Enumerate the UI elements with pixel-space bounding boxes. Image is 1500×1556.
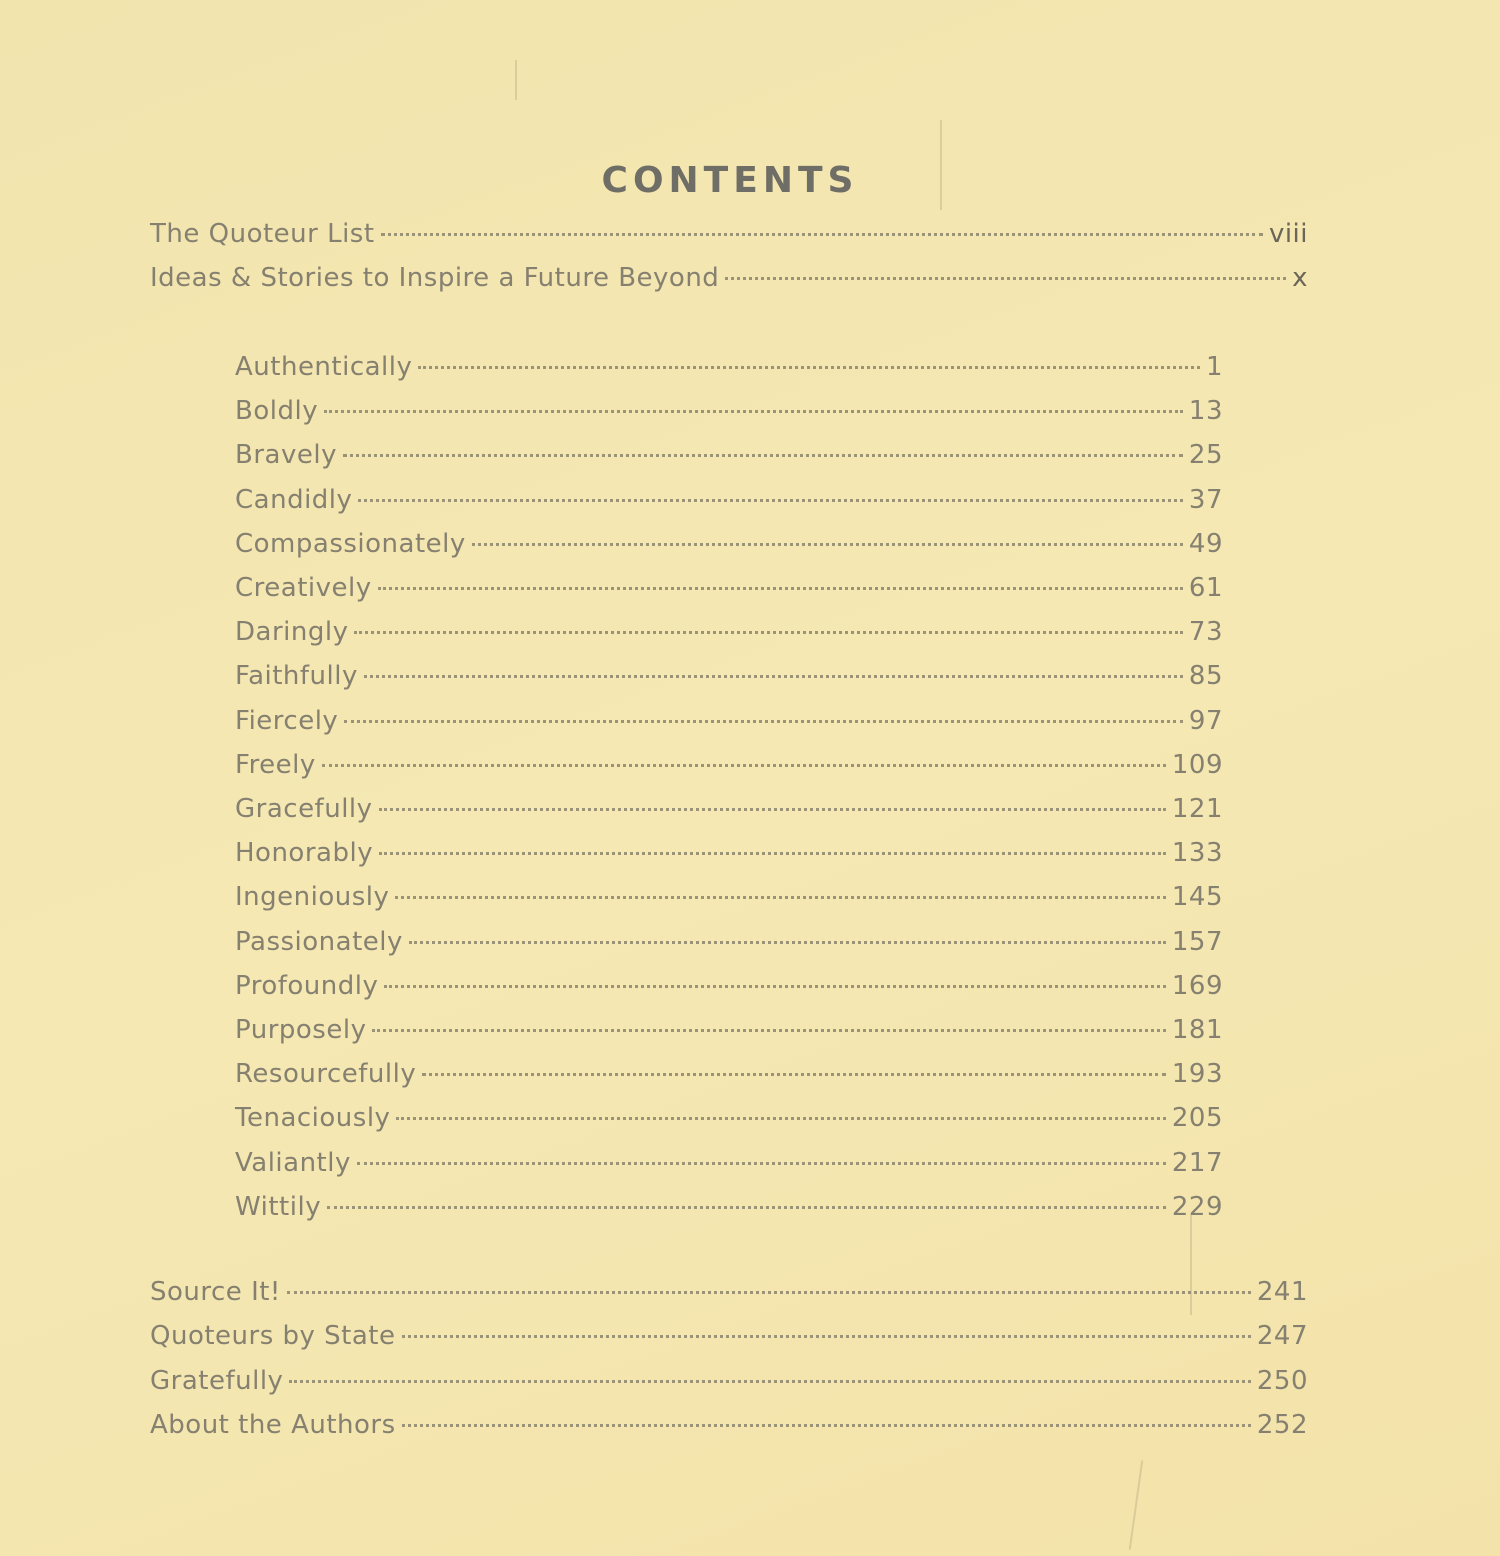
toc-entry-page-number: 247	[1256, 1321, 1308, 1352]
toc-entry-page-number: 85	[1188, 661, 1223, 692]
toc-entry-label: Ideas & Stories to Inspire a Future Beyond	[150, 263, 720, 293]
dot-leader	[324, 410, 1183, 413]
toc-entry-page-number: 97	[1188, 705, 1223, 736]
toc-entry-page-number: viii	[1268, 219, 1308, 249]
toc-entry-page-number: 73	[1188, 617, 1223, 648]
toc-entry-label: Faithfully	[235, 661, 358, 692]
dot-leader	[358, 499, 1182, 502]
toc-entry-page-number: 181	[1171, 1015, 1223, 1045]
toc-entry-label: The Quoteur List	[150, 219, 375, 249]
toc-entry[interactable]	[150, 1365, 1308, 1397]
toc-entry-page-number: 133	[1171, 838, 1223, 869]
toc-entry[interactable]	[235, 881, 1223, 913]
toc-entry-page-number: 121	[1171, 794, 1223, 824]
dot-leader	[322, 764, 1166, 767]
toc-entry-page-number: 37	[1188, 484, 1223, 515]
toc-entry[interactable]	[235, 616, 1223, 648]
toc-entry[interactable]	[235, 395, 1223, 427]
dot-leader	[372, 1029, 1165, 1032]
toc-entry-page-number: 13	[1188, 396, 1223, 427]
toc-entry-page-number: 157	[1171, 926, 1223, 957]
dot-leader	[472, 543, 1183, 546]
toc-entry[interactable]	[235, 1191, 1223, 1223]
toc-entry-label: Bravely	[235, 440, 337, 471]
dot-leader	[379, 808, 1166, 811]
dot-leader	[287, 1291, 1251, 1294]
toc-entry-label: Passionately	[235, 926, 403, 957]
toc-entry[interactable]	[235, 926, 1223, 958]
toc-entry[interactable]	[235, 1014, 1223, 1046]
toc-entry-label: Authentically	[235, 352, 413, 382]
dot-leader	[364, 675, 1183, 678]
dot-leader	[357, 1162, 1166, 1165]
toc-entry[interactable]	[150, 262, 1308, 294]
toc-entry-label: Purposely	[235, 1015, 367, 1045]
toc-entry-page-number: 205	[1171, 1103, 1223, 1134]
toc-entry-label: Source It!	[150, 1277, 281, 1307]
toc-entry-page-number: 252	[1256, 1409, 1308, 1440]
toc-entry[interactable]	[235, 793, 1223, 825]
dot-leader	[409, 941, 1166, 944]
dot-leader	[402, 1424, 1251, 1427]
dot-leader	[343, 454, 1183, 457]
toc-entry-label: Creatively	[235, 573, 372, 603]
dot-leader	[344, 720, 1183, 723]
dot-leader	[395, 896, 1165, 899]
dot-leader	[402, 1335, 1251, 1338]
toc-entry[interactable]	[235, 705, 1223, 737]
toc-entry-page-number: x	[1292, 263, 1308, 293]
dot-leader	[381, 233, 1263, 236]
dot-leader	[327, 1206, 1166, 1209]
toc-entry[interactable]	[235, 439, 1223, 471]
toc-entry-page-number: 61	[1188, 573, 1223, 603]
toc-entry-label: Wittily	[235, 1191, 322, 1222]
toc-entry-page-number: 49	[1188, 528, 1223, 559]
toc-entry-page-number: 193	[1171, 1059, 1223, 1090]
toc-entry-page-number: 229	[1171, 1191, 1223, 1222]
dot-leader	[422, 1073, 1166, 1076]
toc-entry-page-number: 109	[1171, 749, 1223, 780]
toc-entry[interactable]	[235, 484, 1223, 516]
toc-entry-label: Fiercely	[235, 705, 339, 736]
toc-entry-page-number: 25	[1188, 440, 1223, 471]
page-title: CONTENTS	[601, 160, 859, 202]
toc-entry-label: Freely	[235, 749, 316, 780]
dot-leader	[378, 587, 1183, 590]
dot-leader	[379, 852, 1166, 855]
toc-entry-page-number: 169	[1171, 970, 1223, 1001]
toc-entry-page-number: 250	[1256, 1365, 1308, 1396]
toc-entry[interactable]	[235, 1147, 1223, 1179]
toc-entry[interactable]	[150, 218, 1308, 250]
toc-entry-label: Boldly	[235, 396, 319, 427]
paper-crease	[515, 60, 517, 100]
toc-entry-label: Profoundly	[235, 970, 379, 1001]
toc-entry-label: Valiantly	[235, 1147, 351, 1178]
toc-entry-label: About the Authors	[150, 1409, 396, 1440]
dot-leader	[396, 1117, 1165, 1120]
dot-leader	[725, 277, 1286, 280]
dot-leader	[384, 985, 1165, 988]
toc-entry[interactable]	[235, 351, 1223, 383]
toc-entry-label: Resourcefully	[235, 1059, 417, 1090]
toc-entry[interactable]	[235, 970, 1223, 1002]
toc-entry[interactable]	[235, 572, 1223, 604]
dot-leader	[354, 631, 1182, 634]
toc-entry-label: Quoteurs by State	[150, 1321, 396, 1352]
toc-entry[interactable]	[235, 528, 1223, 560]
toc-entry-label: Honorably	[235, 838, 374, 869]
dot-leader	[418, 366, 1200, 369]
toc-entry[interactable]	[235, 1102, 1223, 1134]
toc-entry-label: Compassionately	[235, 528, 466, 559]
toc-entry-label: Tenaciously	[235, 1103, 391, 1134]
toc-entry-label: Gratefully	[150, 1365, 284, 1396]
toc-entry[interactable]	[150, 1409, 1308, 1441]
toc-entry-page-number: 145	[1171, 882, 1223, 913]
toc-entry[interactable]	[235, 660, 1223, 692]
toc-entry-label: Ingeniously	[235, 882, 390, 913]
toc-entry-page-number: 217	[1171, 1147, 1223, 1178]
toc-entry[interactable]	[235, 1058, 1223, 1090]
toc-entry-label: Candidly	[235, 484, 353, 515]
toc-entry[interactable]	[150, 1320, 1308, 1352]
toc-entry[interactable]	[235, 749, 1223, 781]
toc-entry[interactable]	[150, 1276, 1308, 1308]
toc-entry-page-number: 241	[1256, 1277, 1308, 1307]
paper-crease	[1129, 1460, 1144, 1549]
toc-entry-label: Gracefully	[235, 794, 373, 824]
dot-leader	[289, 1380, 1250, 1383]
toc-entry[interactable]	[235, 837, 1223, 869]
toc-entry-label: Daringly	[235, 617, 349, 648]
toc-entry-page-number: 1	[1205, 352, 1223, 382]
